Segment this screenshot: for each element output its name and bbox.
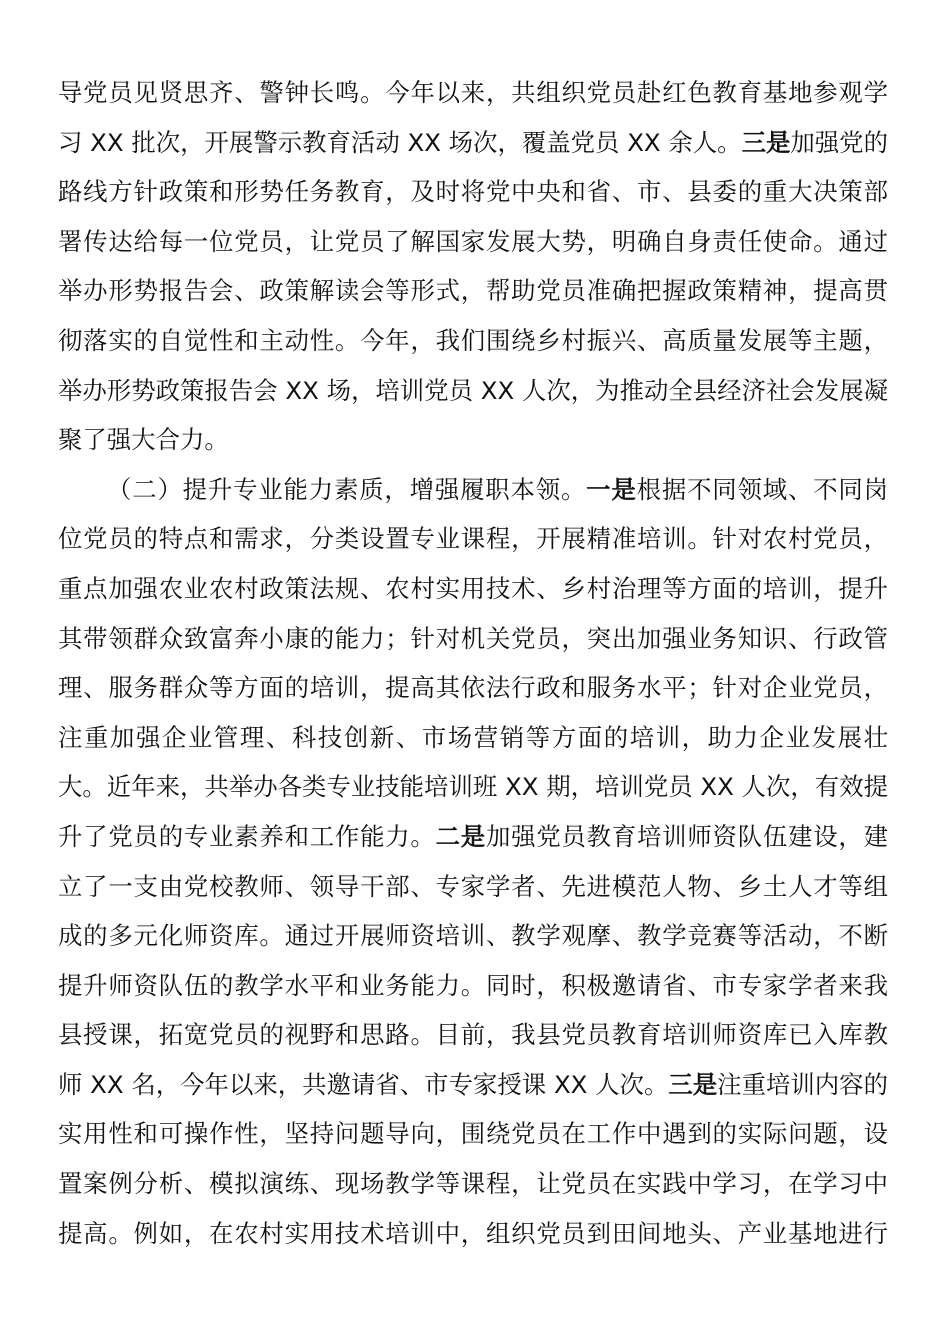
text-line [58, 118, 888, 168]
text-line: 提高。例如，在农村实用技术培训中，组织党员到田间地头、产业基地进行 [58, 1218, 888, 1248]
bold-marker: 三是 [741, 127, 791, 157]
text-line: 其带领群众致富奔小康的能力；针对机关党员，突出加强业务知识、行政管 [58, 623, 888, 653]
document-page [58, 68, 888, 1258]
paragraph-2 [58, 465, 888, 1259]
text-line: 举办形势政策报告会 XX 场，培训党员 XX 人次，为推动全县经济社会发展凝 [58, 375, 888, 405]
text-line: 成的多元化师资库。通过开展师资培训、教学观摩、教学竞赛等活动，不断 [58, 921, 888, 951]
text-segment: 习 XX 批次，开展警示教育活动 XX 场次，覆盖党员 XX 余人。 [58, 127, 742, 157]
bold-marker: 一是 [586, 474, 637, 504]
text-line [58, 465, 888, 515]
text-segment: 注重培训内容的 [717, 1069, 888, 1099]
text-line [58, 1060, 888, 1110]
text-line: 重点加强农业农村政策法规、农村实用技术、乡村治理等方面的培训，提升 [58, 573, 888, 603]
text-line: 导党员见贤思齐、警钟长鸣。今年以来，共组织党员赴红色教育基地参观学 [58, 78, 888, 107]
text-line: 聚了强大合力。 [58, 425, 229, 455]
text-segment: 加强党的 [790, 127, 888, 157]
text-line: 路线方针政策和形势任务教育，及时将党中央和省、市、县委的重大决策部 [58, 177, 888, 207]
text-line: 注重加强企业管理、科技创新、市场营销等方面的培训，助力企业发展壮 [58, 722, 888, 752]
text-line: 置案例分析、模拟演练、现场教学等课程，让党员在实践中学习，在学习中 [58, 1169, 888, 1199]
section-heading: （二）提升专业能力素质，增强履职本领。 [107, 474, 587, 504]
text-line: 举办形势报告会、政策解读会等形式，帮助党员准确把握政策精神，提高贯 [58, 276, 888, 306]
text-segment: 根据不同领域、不同岗 [636, 474, 888, 504]
text-line: 实用性和可操作性，坚持问题导向，围绕党员在工作中遇到的实际问题，设 [58, 1119, 888, 1149]
text-segment: 升了党员的专业素养和工作能力。 [58, 821, 436, 851]
bold-marker: 三是 [668, 1069, 718, 1099]
text-line: 县授课，拓宽党员的视野和思路。目前，我县党员教育培训师资库已入库教 [58, 1020, 888, 1050]
paragraph-1 [58, 68, 888, 465]
text-line: 立了一支由党校教师、领导干部、专家学者、先进模范人物、乡土人才等组 [58, 871, 888, 901]
text-line: 提升师资队伍的教学水平和业务能力。同时，积极邀请省、市专家学者来我 [58, 970, 888, 1000]
text-line: 位党员的特点和需求，分类设置专业课程，开展精准培训。针对农村党员， [58, 524, 888, 554]
bold-marker: 二是 [435, 821, 486, 851]
text-line: 彻落实的自觉性和主动性。今年，我们围绕乡村振兴、高质量发展等主题， [58, 325, 888, 355]
text-line [58, 812, 888, 862]
text-line: 署传达给每一位党员，让党员了解国家发展大势，明确自身责任使命。通过 [58, 226, 888, 256]
text-line: 大。近年来，共举办各类专业技能培训班 XX 期，培训党员 XX 人次，有效提 [58, 772, 888, 802]
text-line: 理、服务群众等方面的培训，提高其依法行政和服务水平；针对企业党员， [58, 673, 888, 703]
text-segment: 师 XX 名，今年以来，共邀请省、市专家授课 XX 人次。 [58, 1069, 669, 1099]
text-segment: 加强党员教育培训师资队伍建设，建 [485, 821, 888, 851]
